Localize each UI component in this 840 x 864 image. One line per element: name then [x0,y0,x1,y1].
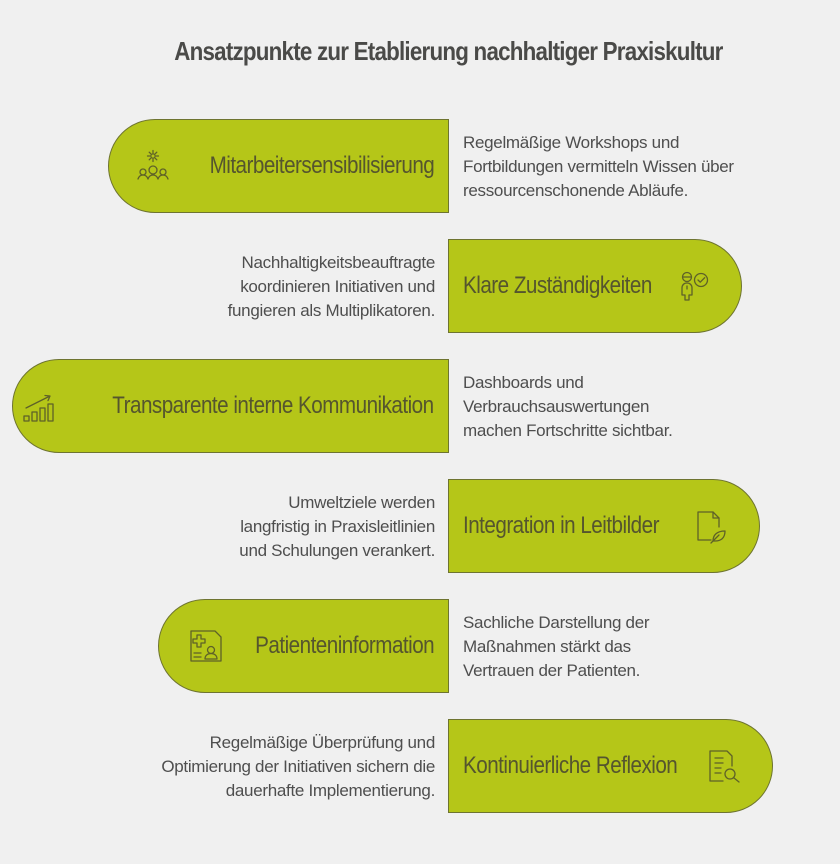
approach-box-integration-mission [448,479,760,573]
approach-description: Regelmäßige Überprüfung und Optimierung der Initiativen sichern die dauerhafte Implementierung. [161,733,435,800]
approach-description: Sachliche Darstellung der Maßnahmen stärkt das Vertrauen der Patienten. [463,613,650,680]
approach-box-staff-awareness [108,119,449,213]
approach-label: Transparente interne Kommunikation [112,392,434,419]
approach-label: Mitarbeitersensibilisierung [209,152,434,179]
team-gear-icon [133,146,173,186]
approach-box-patient-information [158,599,449,693]
document-leaf-icon [691,506,731,546]
approach-description: Dashboards und Verbrauchsauswertungen machen Fortschritte sichtbar. [463,373,673,440]
person-check-icon [674,266,714,306]
approach-description: Regelmäßige Workshops und Fortbildungen vermitteln Wissen über ressourcenschonende Abläufe. [463,133,734,200]
approach-label: Patienteninformation [254,632,434,659]
approach-label: Klare Zuständigkeiten [463,272,652,299]
document-search-icon [704,746,744,786]
approach-box-clear-responsibilities [448,239,742,333]
approach-box-continuous-reflection [448,719,773,813]
approach-description: Umweltziele werden langfristig in Praxisleitlinien und Schulungen verankert. [239,493,435,560]
approach-label: Integration in Leitbilder [463,512,659,539]
approach-label: Kontinuierliche Reflexion [463,752,678,779]
diagram-title: Ansatzpunkte zur Etablierung nachhaltiger Praxiskultur [174,36,723,66]
patient-card-icon [186,626,226,666]
approach-description: Nachhaltigkeitsbeauftragte koordinieren Initiativen und fungieren als Multiplikatoren. [227,253,435,320]
growth-chart-icon [20,386,60,426]
approach-box-transparent-communication [12,359,449,453]
